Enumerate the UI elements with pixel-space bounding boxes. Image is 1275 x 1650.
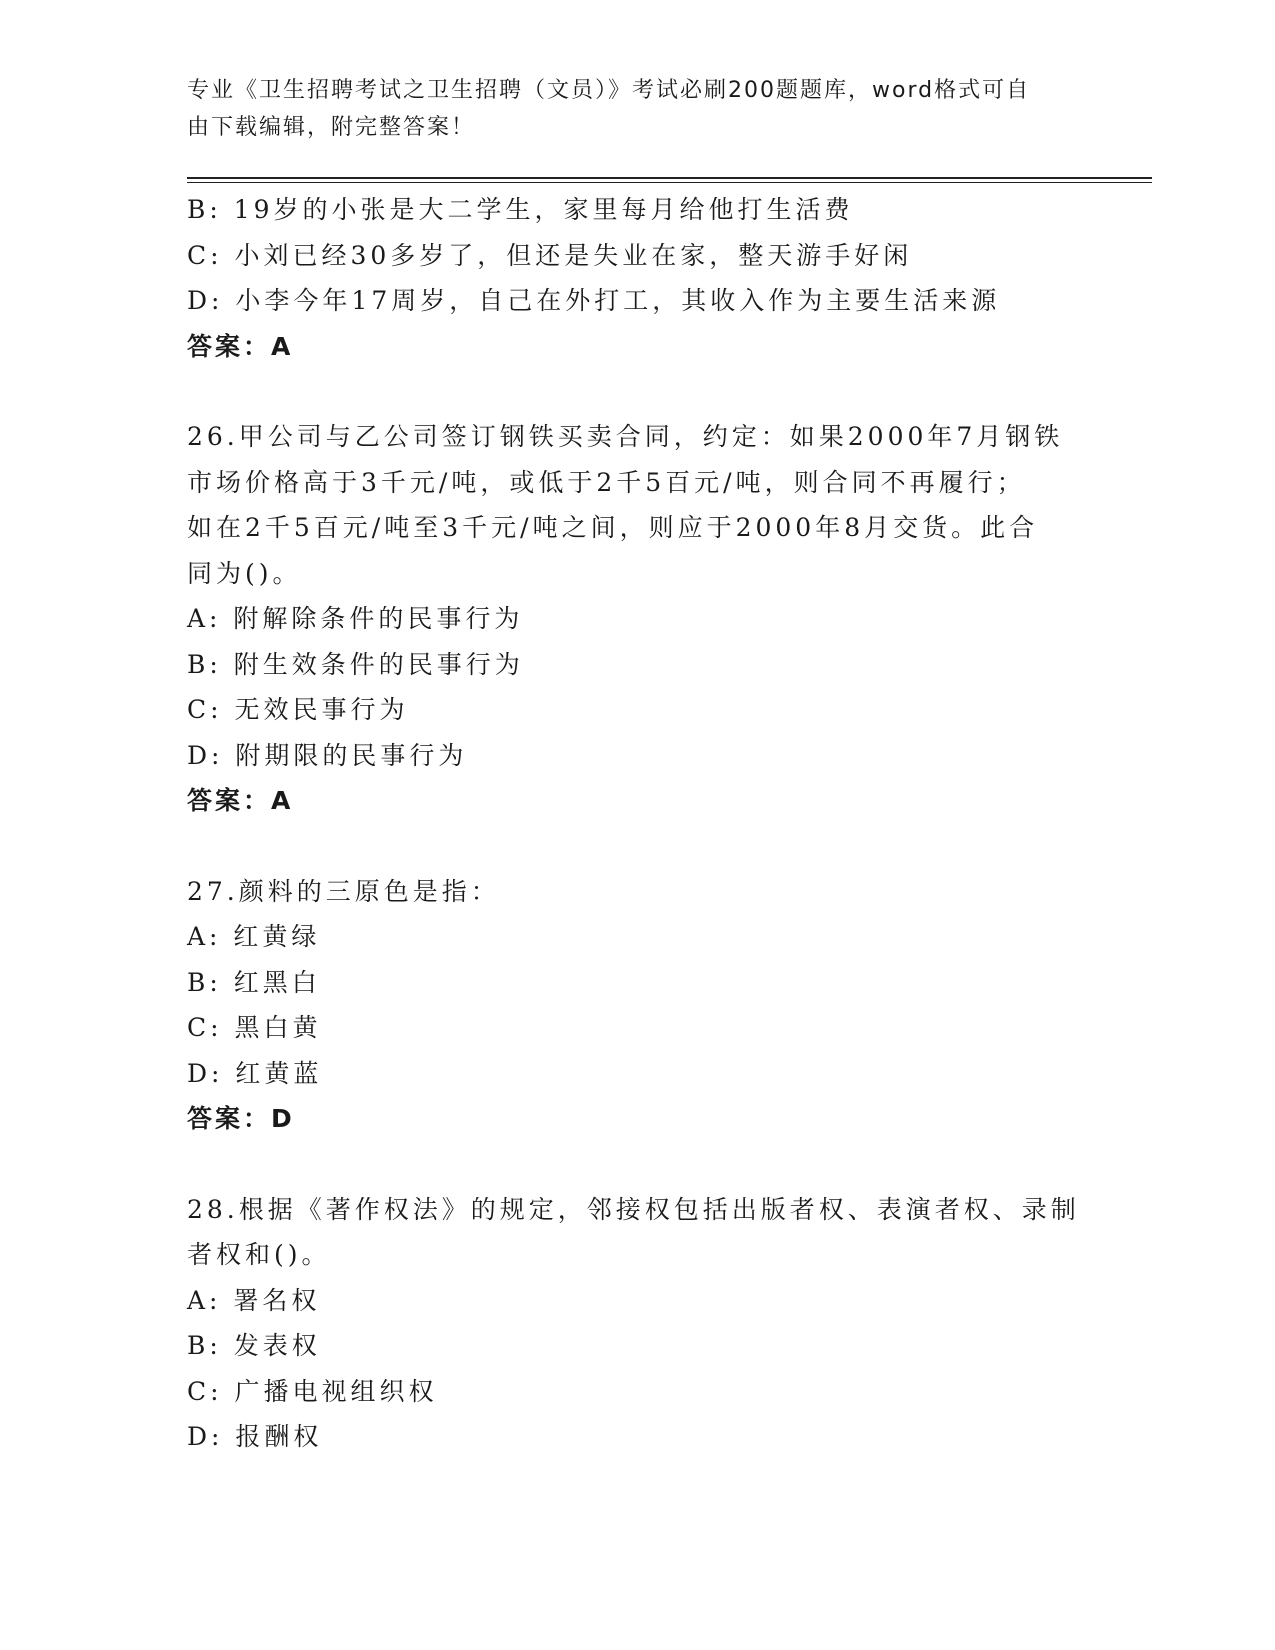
option-c: C: 黑白黄 <box>187 1013 322 1042</box>
answer-line: 答案：D <box>187 1104 295 1133</box>
answer-line: 答案：A <box>187 331 294 361</box>
option-c: C: 广播电视组织权 <box>187 1376 438 1406</box>
header-line-1: 专业《卫生招聘考试之卫生招聘（文员）》考试必刷200题题库，word格式可自 <box>187 78 1031 103</box>
question-28 <box>187 1187 1087 1460</box>
option-b: B: 19岁的小张是大二学生，家里每月给他打生活费 <box>187 195 854 224</box>
question-stem-line: 27.颜料的三原色是指： <box>187 876 500 906</box>
option-a: A: 附解除条件的民事行为 <box>187 604 524 633</box>
document-header <box>187 72 1087 146</box>
question-stem-line: 同为()。 <box>187 558 302 588</box>
option-d: D: 红黄蓝 <box>187 1058 323 1088</box>
option-c: C: 无效民事行为 <box>187 695 409 724</box>
question-stem-line: 如在2千5百元/吨至3千元/吨之间，则应于2000年8月交货。此合 <box>187 513 1039 542</box>
header-divider-thin <box>187 182 1152 183</box>
header-divider-thick <box>187 177 1152 179</box>
option-b: B: 附生效条件的民事行为 <box>187 649 524 679</box>
question-stem-line: 28.根据《著作权法》的规定，邻接权包括出版者权、表演者权、录制 <box>187 1194 1080 1224</box>
option-c: C: 小刘已经30多岁了，但还是失业在家，整天游手好闲 <box>187 240 913 270</box>
option-a: A: 署名权 <box>187 1285 321 1315</box>
option-a: A: 红黄绿 <box>187 922 321 951</box>
question-25-tail <box>187 187 1087 369</box>
option-d: D: 小李今年17周岁，自己在外打工，其收入作为主要生活来源 <box>187 286 1001 315</box>
spacer <box>187 824 1087 869</box>
question-stem-line: 者权和()。 <box>187 1240 331 1269</box>
option-b: B: 红黑白 <box>187 967 321 997</box>
spacer <box>187 1142 1087 1187</box>
question-list <box>187 187 1087 1460</box>
question-stem-line: 市场价格高于3千元/吨，或低于2千5百元/吨，则合同不再履行； <box>187 467 1026 497</box>
answer-line: 答案：A <box>187 786 294 815</box>
option-b: B: 发表权 <box>187 1331 321 1360</box>
question-26 <box>187 414 1087 824</box>
question-stem-line: 26.甲公司与乙公司签订钢铁买卖合同，约定：如果2000年7月钢铁 <box>187 422 1064 451</box>
question-27 <box>187 869 1087 1142</box>
spacer <box>187 369 1087 414</box>
option-d: D: 附期限的民事行为 <box>187 740 468 770</box>
option-d: D: 报酬权 <box>187 1422 323 1451</box>
header-line-2: 由下载编辑，附完整答案！ <box>187 115 476 140</box>
